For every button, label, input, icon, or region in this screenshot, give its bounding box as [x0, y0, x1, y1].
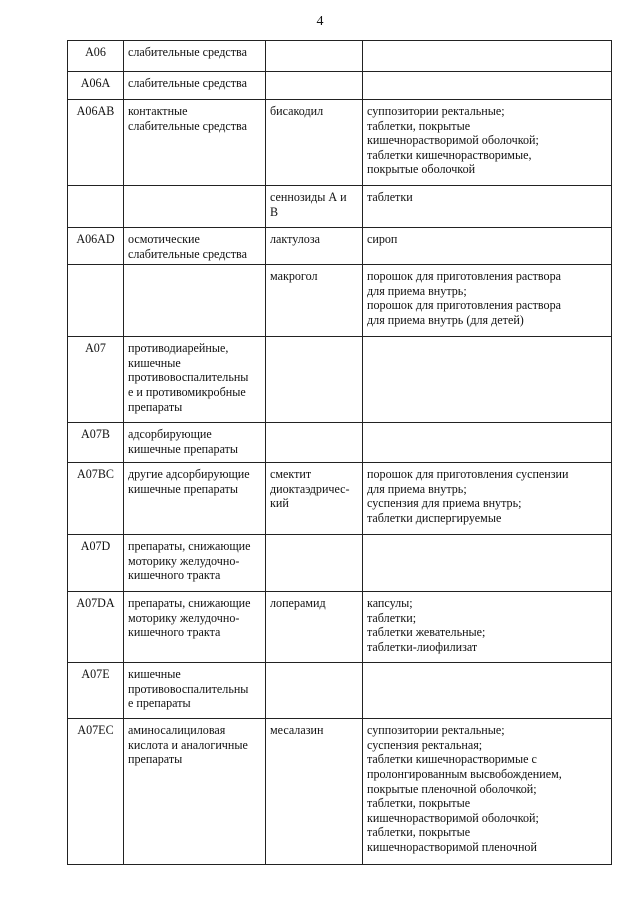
pharmacological-group-cell: кишечные противовоспалительны е препараты: [124, 663, 266, 719]
drug-name-cell: [266, 337, 363, 423]
drug-name-cell: смектит диоктаэдричес- кий: [266, 463, 363, 535]
atc-code-cell: А07D: [68, 535, 124, 592]
dosage-form-cell: [363, 663, 612, 719]
atc-code-cell: А06АВ: [68, 100, 124, 186]
table-row: [68, 186, 612, 228]
dosage-form-cell: [363, 535, 612, 592]
table-row: [68, 228, 612, 265]
table-row: [68, 72, 612, 100]
dosage-form-cell: суппозитории ректальные; суспензия ректальная; таблетки кишечнорастворимые с пролонгированным высвобождением, покрытые пленочной оболочкой; таблетки, покрытые кишечнорастворимой оболочкой; таблетки, покрытые кишечнорастворимой пленочной: [363, 719, 612, 865]
dosage-form-cell: суппозитории ректальные; таблетки, покрытые кишечнорастворимой оболочкой; таблетки кишечнорастворимые, покрытые оболочкой: [363, 100, 612, 186]
pharmacological-group-cell: адсорбирующие кишечные препараты: [124, 423, 266, 463]
table-row: [68, 463, 612, 535]
pharmacological-group-cell: противодиарейные, кишечные противовоспалительны е и противомикробные препараты: [124, 337, 266, 423]
dosage-form-cell: [363, 423, 612, 463]
drug-name-cell: лактулоза: [266, 228, 363, 265]
pharmacological-group-cell: другие адсорбирующие кишечные препараты: [124, 463, 266, 535]
table-row: [68, 719, 612, 865]
pharmacological-group-cell: слабительные средства: [124, 41, 266, 72]
dosage-form-cell: порошок для приготовления раствора для приема внутрь; порошок для приготовления раствора для приема внутрь (для детей): [363, 265, 612, 337]
atc-code-cell: А06А: [68, 72, 124, 100]
drug-name-cell: [266, 41, 363, 72]
table-row: [68, 337, 612, 423]
atc-code-cell: [68, 265, 124, 337]
atc-code-cell: А07: [68, 337, 124, 423]
drug-name-cell: бисакодил: [266, 100, 363, 186]
atc-code-cell: А07ВС: [68, 463, 124, 535]
table-row: [68, 535, 612, 592]
drug-name-cell: [266, 423, 363, 463]
dosage-form-cell: [363, 337, 612, 423]
atc-code-cell: А07В: [68, 423, 124, 463]
table-row: [68, 41, 612, 72]
dosage-form-cell: капсулы; таблетки; таблетки жевательные; таблетки-лиофилизат: [363, 592, 612, 663]
dosage-form-cell: порошок для приготовления суспензии для приема внутрь; суспензия для приема внутрь; таблетки диспергируемые: [363, 463, 612, 535]
atc-code-cell: [68, 186, 124, 228]
drug-name-cell: [266, 535, 363, 592]
atc-code-cell: А06: [68, 41, 124, 72]
drug-name-cell: лоперамид: [266, 592, 363, 663]
pharmacological-group-cell: [124, 265, 266, 337]
table-row: [68, 423, 612, 463]
atc-code-cell: А07Е: [68, 663, 124, 719]
atc-code-cell: А06АD: [68, 228, 124, 265]
pharmacological-group-cell: препараты, снижающие моторику желудочно- кишечного тракта: [124, 592, 266, 663]
table-row: [68, 663, 612, 719]
pharmacological-group-cell: осмотические слабительные средства: [124, 228, 266, 265]
dosage-form-cell: [363, 72, 612, 100]
page-number: 4: [316, 14, 324, 29]
pharmacological-group-cell: слабительные средства: [124, 72, 266, 100]
table-row: [68, 100, 612, 186]
drug-name-cell: месалазин: [266, 719, 363, 865]
table-row: [68, 592, 612, 663]
atc-code-cell: А07DА: [68, 592, 124, 663]
pharmacological-group-cell: аминосалициловая кислота и аналогичные препараты: [124, 719, 266, 865]
drug-name-cell: [266, 72, 363, 100]
dosage-form-cell: таблетки: [363, 186, 612, 228]
drug-list-table: [67, 40, 612, 865]
drug-name-cell: сеннозиды А и В: [266, 186, 363, 228]
table-row: [68, 265, 612, 337]
atc-code-cell: А07ЕС: [68, 719, 124, 865]
pharmacological-group-cell: препараты, снижающие моторику желудочно- кишечного тракта: [124, 535, 266, 592]
pharmacological-group-cell: контактные слабительные средства: [124, 100, 266, 186]
drug-name-cell: [266, 663, 363, 719]
pharmacological-group-cell: [124, 186, 266, 228]
dosage-form-cell: сироп: [363, 228, 612, 265]
dosage-form-cell: [363, 41, 612, 72]
drug-name-cell: макрогол: [266, 265, 363, 337]
